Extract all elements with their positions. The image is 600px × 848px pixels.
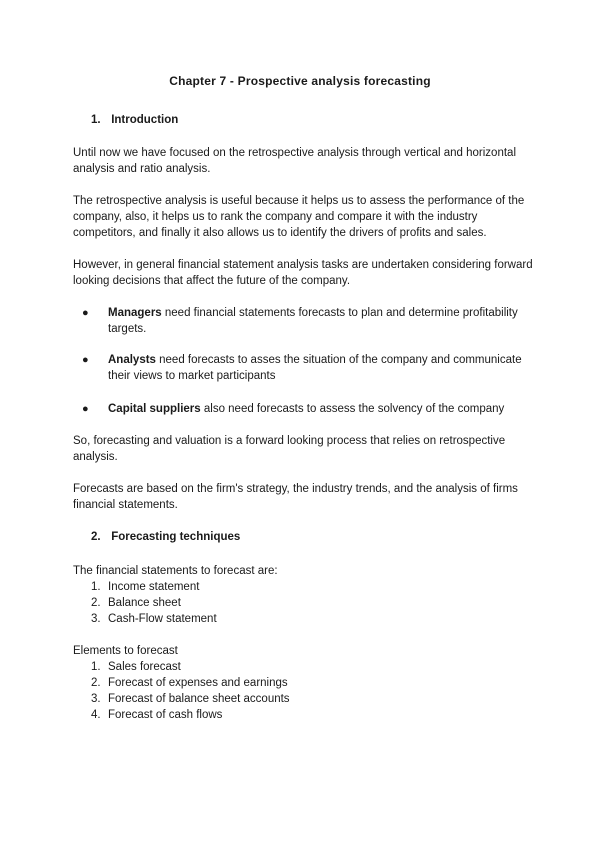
bullet-text [108, 401, 532, 417]
bullet-term: Capital suppliers [108, 403, 201, 415]
list-item [91, 595, 511, 611]
paragraph: The retrospective analysis is useful because it helps us to assess the performance of the company, also, it helps us to rank the company and compare it with the industry competitors, and finally it also allows us to identify the drivers of profits and sales. [73, 195, 525, 239]
section-title: Forecasting techniques [111, 531, 241, 543]
numbered-list-statements [91, 579, 511, 627]
page-title: Chapter 7 - Prospective analysis forecasting [169, 74, 431, 88]
list-text: Forecast of expenses and earnings [108, 677, 288, 689]
list-text: Cash-Flow statement [108, 613, 217, 625]
list-number: 2. [91, 597, 101, 609]
list-number: 1. [91, 581, 101, 593]
section-number: 1. [91, 114, 101, 126]
bullet-text [108, 352, 532, 384]
list-item [82, 352, 532, 384]
section-heading-forecasting-techniques [91, 529, 240, 545]
list-number: 1. [91, 661, 101, 673]
list-item [91, 675, 511, 691]
bullet-icon: ● [82, 307, 89, 319]
list-text: Forecast of cash flows [108, 709, 223, 721]
list-number: 2. [91, 677, 101, 689]
bullet-term: Managers [108, 307, 162, 319]
list-item [91, 659, 511, 675]
section-number: 2. [91, 531, 101, 543]
paragraph: However, in general financial statement analysis tasks are undertaken considering forward looking decisions that affect the future of the company. [73, 259, 533, 287]
list-item [91, 579, 511, 595]
list-item [91, 691, 511, 707]
list-item [82, 305, 532, 337]
bullet-text [108, 305, 532, 337]
list-intro: Elements to forecast [73, 645, 178, 657]
list-text: Forecast of balance sheet accounts [108, 693, 290, 705]
paragraph: So, forecasting and valuation is a forward looking process that relies on retrospective analysis. [73, 435, 506, 463]
list-item [82, 401, 532, 417]
numbered-list-elements [91, 659, 511, 723]
list-number: 3. [91, 613, 101, 625]
list-text: Sales forecast [108, 661, 181, 673]
section-heading-introduction [91, 112, 178, 128]
list-number: 4. [91, 709, 101, 721]
bullet-icon: ● [82, 403, 89, 415]
bullet-icon: ● [82, 354, 89, 366]
paragraph: Until now we have focused on the retrospective analysis through vertical and horizontal analysis and ratio analysis. [73, 147, 516, 175]
bullet-desc: need forecasts to asses the situation of the company and communicate their views to market participants [108, 354, 522, 382]
list-item [91, 611, 511, 627]
list-item [91, 707, 511, 723]
section-title: Introduction [111, 114, 179, 126]
list-text: Balance sheet [108, 597, 181, 609]
list-intro: The financial statements to forecast are: [73, 565, 278, 577]
bullet-term: Analysts [108, 354, 156, 366]
list-text: Income statement [108, 581, 200, 593]
list-number: 3. [91, 693, 101, 705]
bullet-desc: also need forecasts to assess the solvency of the company [200, 403, 505, 415]
paragraph: Forecasts are based on the firm's strategy, the industry trends, and the analysis of firms financial statements. [73, 483, 518, 511]
bullet-desc: need financial statements forecasts to plan and determine profitability targets. [108, 307, 518, 335]
